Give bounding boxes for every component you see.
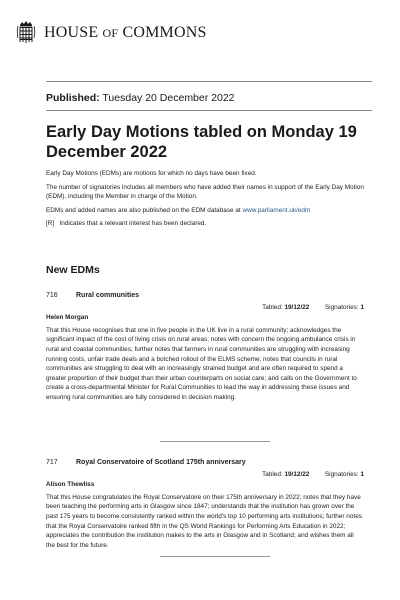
document-title: Early Day Motions tabled on Monday 19 December 2022 xyxy=(46,123,357,161)
tabled-date: 19/12/22 xyxy=(284,303,310,311)
header-rule-top xyxy=(46,81,372,82)
edm-text: That this House congratulates the Royal Conservatoire on their 175th anniversary in 2022; notes that they have been teaching the performing arts in Glasgow since 1847; understands that the institution has grown over the past 175 years to become consistently ranked within the world's top 10 performing arts institutions; further notes that the Royal Conservatoire ranked fifth in the QS World Rankings for Performing Arts Education in 2022; appreciates the contribution the institution makes to the arts in Glasgow and in Scotland; and wishes them all the best for the future. xyxy=(46,493,362,549)
intro-text xyxy=(46,169,366,233)
edm-title: Royal Conservatoire of Scotland 175th anniversary xyxy=(76,459,246,466)
signatories-count: 1 xyxy=(360,303,364,311)
edm-sponsor: Alison Thewliss xyxy=(46,481,95,489)
intro-paragraph-3 xyxy=(46,206,366,216)
tabled-label: Tabled: xyxy=(262,303,283,311)
edm-separator xyxy=(160,556,270,557)
signatories-label: Signatories: xyxy=(324,470,359,478)
published-date: Tuesday 20 December 2022 xyxy=(102,92,235,104)
edm-number: 717 xyxy=(46,459,58,466)
edm-header xyxy=(46,458,364,468)
edm-header xyxy=(46,291,364,301)
published-line xyxy=(46,92,235,104)
org-name-of: OF xyxy=(102,26,119,40)
org-name-part1: HOUSE xyxy=(44,24,99,41)
edm-meta xyxy=(46,303,364,313)
edm-item xyxy=(46,458,364,550)
intro-paragraph-4: [R] Indicates that a relevant interest has been declared. xyxy=(46,220,207,228)
edm-title: Rural communities xyxy=(76,292,140,299)
edm-number: 716 xyxy=(46,292,58,299)
intro-paragraph-1: Early Day Motions (EDMs) are motions for which no days have been fixed. xyxy=(46,170,257,177)
tabled-date: 19/12/22 xyxy=(284,470,310,478)
edm-text: That this House recognises that one in five people in the UK live in a rural community; acknowledges the significant impact of the cost of living crisis on rural areas; notes with concern the ongoing ambulance crisis in rural and coastal communities; further notes that farmers in rural communities are struggling with increasing running costs, unfair trade deals and a botched rollout of the ELMS scheme; notes that councils in rural communities are struggling to deal with an increasingly strained budget and are often required to spend a greater proportion of their budget than their urban counterparts on social care; and calls on the Government to create a cross-departmental Minister for Rural Communities to lead the way in addressing these issues and ensuring rural communities are fully considered in decision making. xyxy=(46,326,357,401)
edm-sponsor: Helen Morgan xyxy=(46,314,89,322)
org-name-part2: COMMONS xyxy=(122,24,207,41)
header xyxy=(16,18,207,48)
published-label: Published: xyxy=(46,92,100,104)
intro-paragraph-2: The number of signatories includes all members who have added their names in support of the Early Day Motion (EDM), including the Member in charge of the Motion. xyxy=(46,183,364,201)
portcullis-logo-icon xyxy=(16,20,36,46)
header-rule-bottom xyxy=(46,110,372,111)
edm-meta xyxy=(46,470,364,480)
signatories-count: 1 xyxy=(360,470,364,478)
organisation-name xyxy=(44,24,207,42)
edm-separator xyxy=(160,441,270,442)
section-title: New EDMs xyxy=(46,264,100,276)
edm-database-link[interactable]: www.parliament.uk/edm xyxy=(242,206,311,214)
tabled-label: Tabled: xyxy=(262,470,283,478)
edm-item xyxy=(46,291,364,403)
signatories-label: Signatories: xyxy=(324,303,359,311)
intro-paragraph-3-text: EDMs and added names are also published on the EDM database at xyxy=(46,206,241,214)
